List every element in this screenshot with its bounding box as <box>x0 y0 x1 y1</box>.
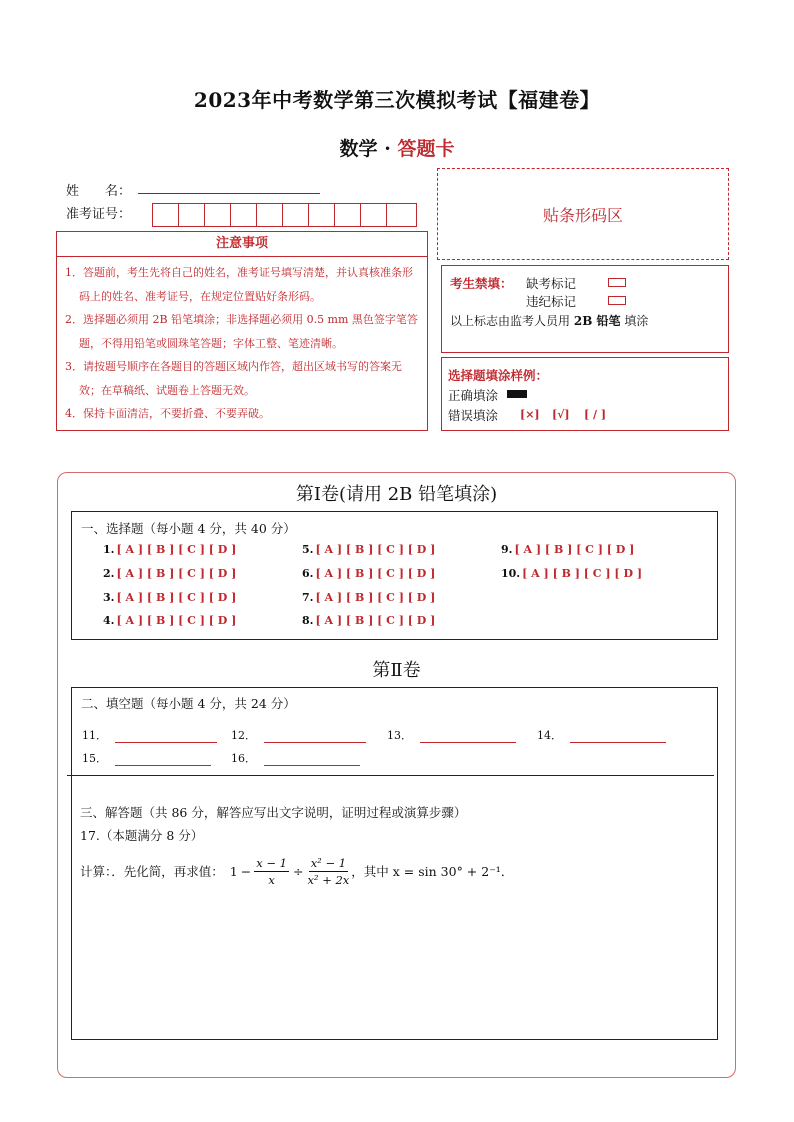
blank-line[interactable] <box>264 754 360 766</box>
id-digit-cell[interactable] <box>335 204 361 226</box>
q17-fraction-2-numerator: x² − 1 <box>310 855 347 870</box>
question-17-body <box>80 852 513 890</box>
q17-divide: ÷ <box>292 863 304 879</box>
blank-line[interactable] <box>115 754 211 766</box>
blank-number: 16． <box>231 752 256 765</box>
forbidden-note <box>450 312 648 329</box>
blank-number: 11． <box>82 729 107 742</box>
name-label: 姓 名： <box>66 184 132 199</box>
question-number: 8. <box>302 614 314 627</box>
q17-one: 1 <box>229 863 238 879</box>
blank-number: 12． <box>231 729 256 742</box>
barcode-label: 贴条形码区 <box>542 205 623 225</box>
question-number: 5. <box>302 543 314 556</box>
notice-list <box>56 257 428 431</box>
question-number: 7. <box>302 591 314 604</box>
absent-mark-box[interactable] <box>608 278 626 287</box>
answer-card-label: 答题卡 <box>397 138 455 160</box>
part2-title: 第Ⅱ卷 <box>372 660 421 681</box>
blank-line[interactable] <box>115 731 217 743</box>
choice-question-1[interactable] <box>103 543 236 556</box>
card-subtitle <box>0 134 794 161</box>
choice-options[interactable]: [ A ] [ B ] [ C ] [ D ] <box>315 614 436 627</box>
choice-question-2[interactable] <box>103 567 236 580</box>
question-number: 3. <box>103 591 115 604</box>
notice-item: 3．请按题号顺序在各题目的答题区域内作答，超出区域书写的答案无效；在草稿纸、试题卷上答题无效。 <box>65 360 402 397</box>
notice-heading: 注意事项 <box>56 231 428 257</box>
blank-line[interactable] <box>264 731 366 743</box>
blank-line[interactable] <box>570 731 666 743</box>
choice-question-4[interactable] <box>103 614 236 627</box>
correct-fill-label: 正确填涂 <box>448 388 499 403</box>
question-17-heading: 17.（本题满分 8 分） <box>80 828 204 843</box>
blank-12[interactable] <box>231 727 366 743</box>
id-digit-cell[interactable] <box>231 204 257 226</box>
q17-condition: ，其中 x = sin 30° + 2⁻¹． <box>351 864 514 879</box>
q17-fraction-1-denominator: x <box>268 872 275 887</box>
choice-options[interactable]: [ A ] [ B ] [ C ] [ D ] <box>514 543 635 556</box>
blank-number: 14． <box>537 729 562 742</box>
wrong-mark: [ / ] <box>584 408 607 421</box>
choice-options[interactable]: [ A ] [ B ] [ C ] [ D ] <box>522 567 643 580</box>
subject-label: 数学 <box>339 138 378 160</box>
q17-instruction: 计算：．先化简，再求值： <box>80 864 224 879</box>
id-digit-cell[interactable] <box>257 204 283 226</box>
notice-item: 4．保持卡面清洁，不要折叠、不要弄破。 <box>65 407 270 420</box>
choice-section-label: 一、选择题（每小题 4 分，共 40 分） <box>81 521 296 536</box>
id-digit-cell[interactable] <box>153 204 179 226</box>
wrong-fill-label: 错误填涂 <box>448 408 499 423</box>
id-digit-cell[interactable] <box>309 204 335 226</box>
wrong-mark: [×] <box>520 408 540 421</box>
sample-panel <box>441 357 729 431</box>
id-digit-cell[interactable] <box>361 204 387 226</box>
blank-15[interactable] <box>82 750 211 766</box>
q17-fraction-1-numerator: x − 1 <box>256 855 287 870</box>
blank-11[interactable] <box>82 727 217 743</box>
forbidden-note-bold: 2B 铅笔 <box>573 314 621 328</box>
q17-fraction-2 <box>307 855 349 888</box>
question-number: 1. <box>103 543 115 556</box>
choice-options[interactable]: [ A ] [ B ] [ C ] [ D ] <box>315 591 436 604</box>
choice-options[interactable]: [ A ] [ B ] [ C ] [ D ] <box>116 591 237 604</box>
question-number: 9. <box>501 543 513 556</box>
absent-label: 缺考标记 <box>526 276 577 291</box>
solve-section-label: 三、解答题（共 86 分，解答应写出文字说明，证明过程或演算步骤） <box>80 805 467 820</box>
blank-14[interactable] <box>537 727 666 743</box>
barcode-area <box>437 168 729 260</box>
notice-item: 1．答题前，考生先将自己的姓名，准考证号填写清楚，并认真核准条形码上的姓名、准考证号，在规定位置贴好条形码。 <box>65 266 413 303</box>
id-digit-cell[interactable] <box>283 204 309 226</box>
part1-title: 第Ⅰ卷(请用 2B 铅笔填涂) <box>295 484 498 505</box>
id-digit-cell[interactable] <box>205 204 231 226</box>
id-digit-cell[interactable] <box>387 204 413 226</box>
forbidden-note-post: 填涂 <box>624 314 649 328</box>
fill-section-label: 二、填空题（每小题 4 分，共 24 分） <box>81 696 296 711</box>
sample-label: 选择题填涂样例： <box>448 368 549 383</box>
id-label: 准考证号： <box>66 207 132 222</box>
blank-number: 15． <box>82 752 107 765</box>
choice-question-9[interactable] <box>501 543 634 556</box>
choice-question-3[interactable] <box>103 591 236 604</box>
question-number: 4. <box>103 614 115 627</box>
question-number: 10. <box>501 567 521 580</box>
question-number: 6. <box>302 567 314 580</box>
choice-options[interactable]: [ A ] [ B ] [ C ] [ D ] <box>315 567 436 580</box>
violation-mark-box[interactable] <box>608 296 626 305</box>
choice-question-5[interactable] <box>302 543 435 556</box>
q17-minus: − <box>240 863 252 879</box>
q17-fraction-2-denominator: x² + 2x <box>307 872 350 887</box>
choice-question-7[interactable] <box>302 591 435 604</box>
blank-16[interactable] <box>231 750 360 766</box>
forbidden-note-pre: 以上标志由监考人员用 <box>450 314 571 328</box>
exam-title: 2023年中考数学第三次模拟考试【福建卷】 <box>193 88 601 112</box>
subtitle-dot: · <box>384 138 391 160</box>
correct-fill-sample <box>507 390 527 398</box>
q17-answer-area[interactable] <box>72 895 717 1039</box>
id-number-grid[interactable] <box>152 203 417 227</box>
blank-line[interactable] <box>420 731 516 743</box>
choice-options[interactable]: [ A ] [ B ] [ C ] [ D ] <box>116 614 237 627</box>
forbidden-panel <box>441 265 729 353</box>
blank-13[interactable] <box>387 727 516 743</box>
q17-fraction-1 <box>254 855 289 888</box>
violation-label: 违纪标记 <box>526 294 577 309</box>
choice-options[interactable]: [ A ] [ B ] [ C ] [ D ] <box>116 567 237 580</box>
wrong-mark: [√] <box>552 408 570 421</box>
question-number: 2. <box>103 567 115 580</box>
choice-options[interactable]: [ A ] [ B ] [ C ] [ D ] <box>315 543 436 556</box>
notice-item: 2．选择题必须用 2B 铅笔填涂；非选择题必须用 0.5 mm 黑色签字笔答题，不得用铅笔或圆珠笔答题；字体工整、笔迹清晰。 <box>65 313 418 350</box>
choice-question-6[interactable] <box>302 567 435 580</box>
blank-number: 13． <box>387 729 412 742</box>
id-digit-cell[interactable] <box>179 204 205 226</box>
choice-question-10[interactable] <box>501 567 642 580</box>
section-divider <box>67 775 714 776</box>
choice-options[interactable]: [ A ] [ B ] [ C ] [ D ] <box>116 543 237 556</box>
choice-question-8[interactable] <box>302 614 435 627</box>
forbidden-label: 考生禁填： <box>450 276 513 291</box>
name-field[interactable] <box>138 180 320 194</box>
